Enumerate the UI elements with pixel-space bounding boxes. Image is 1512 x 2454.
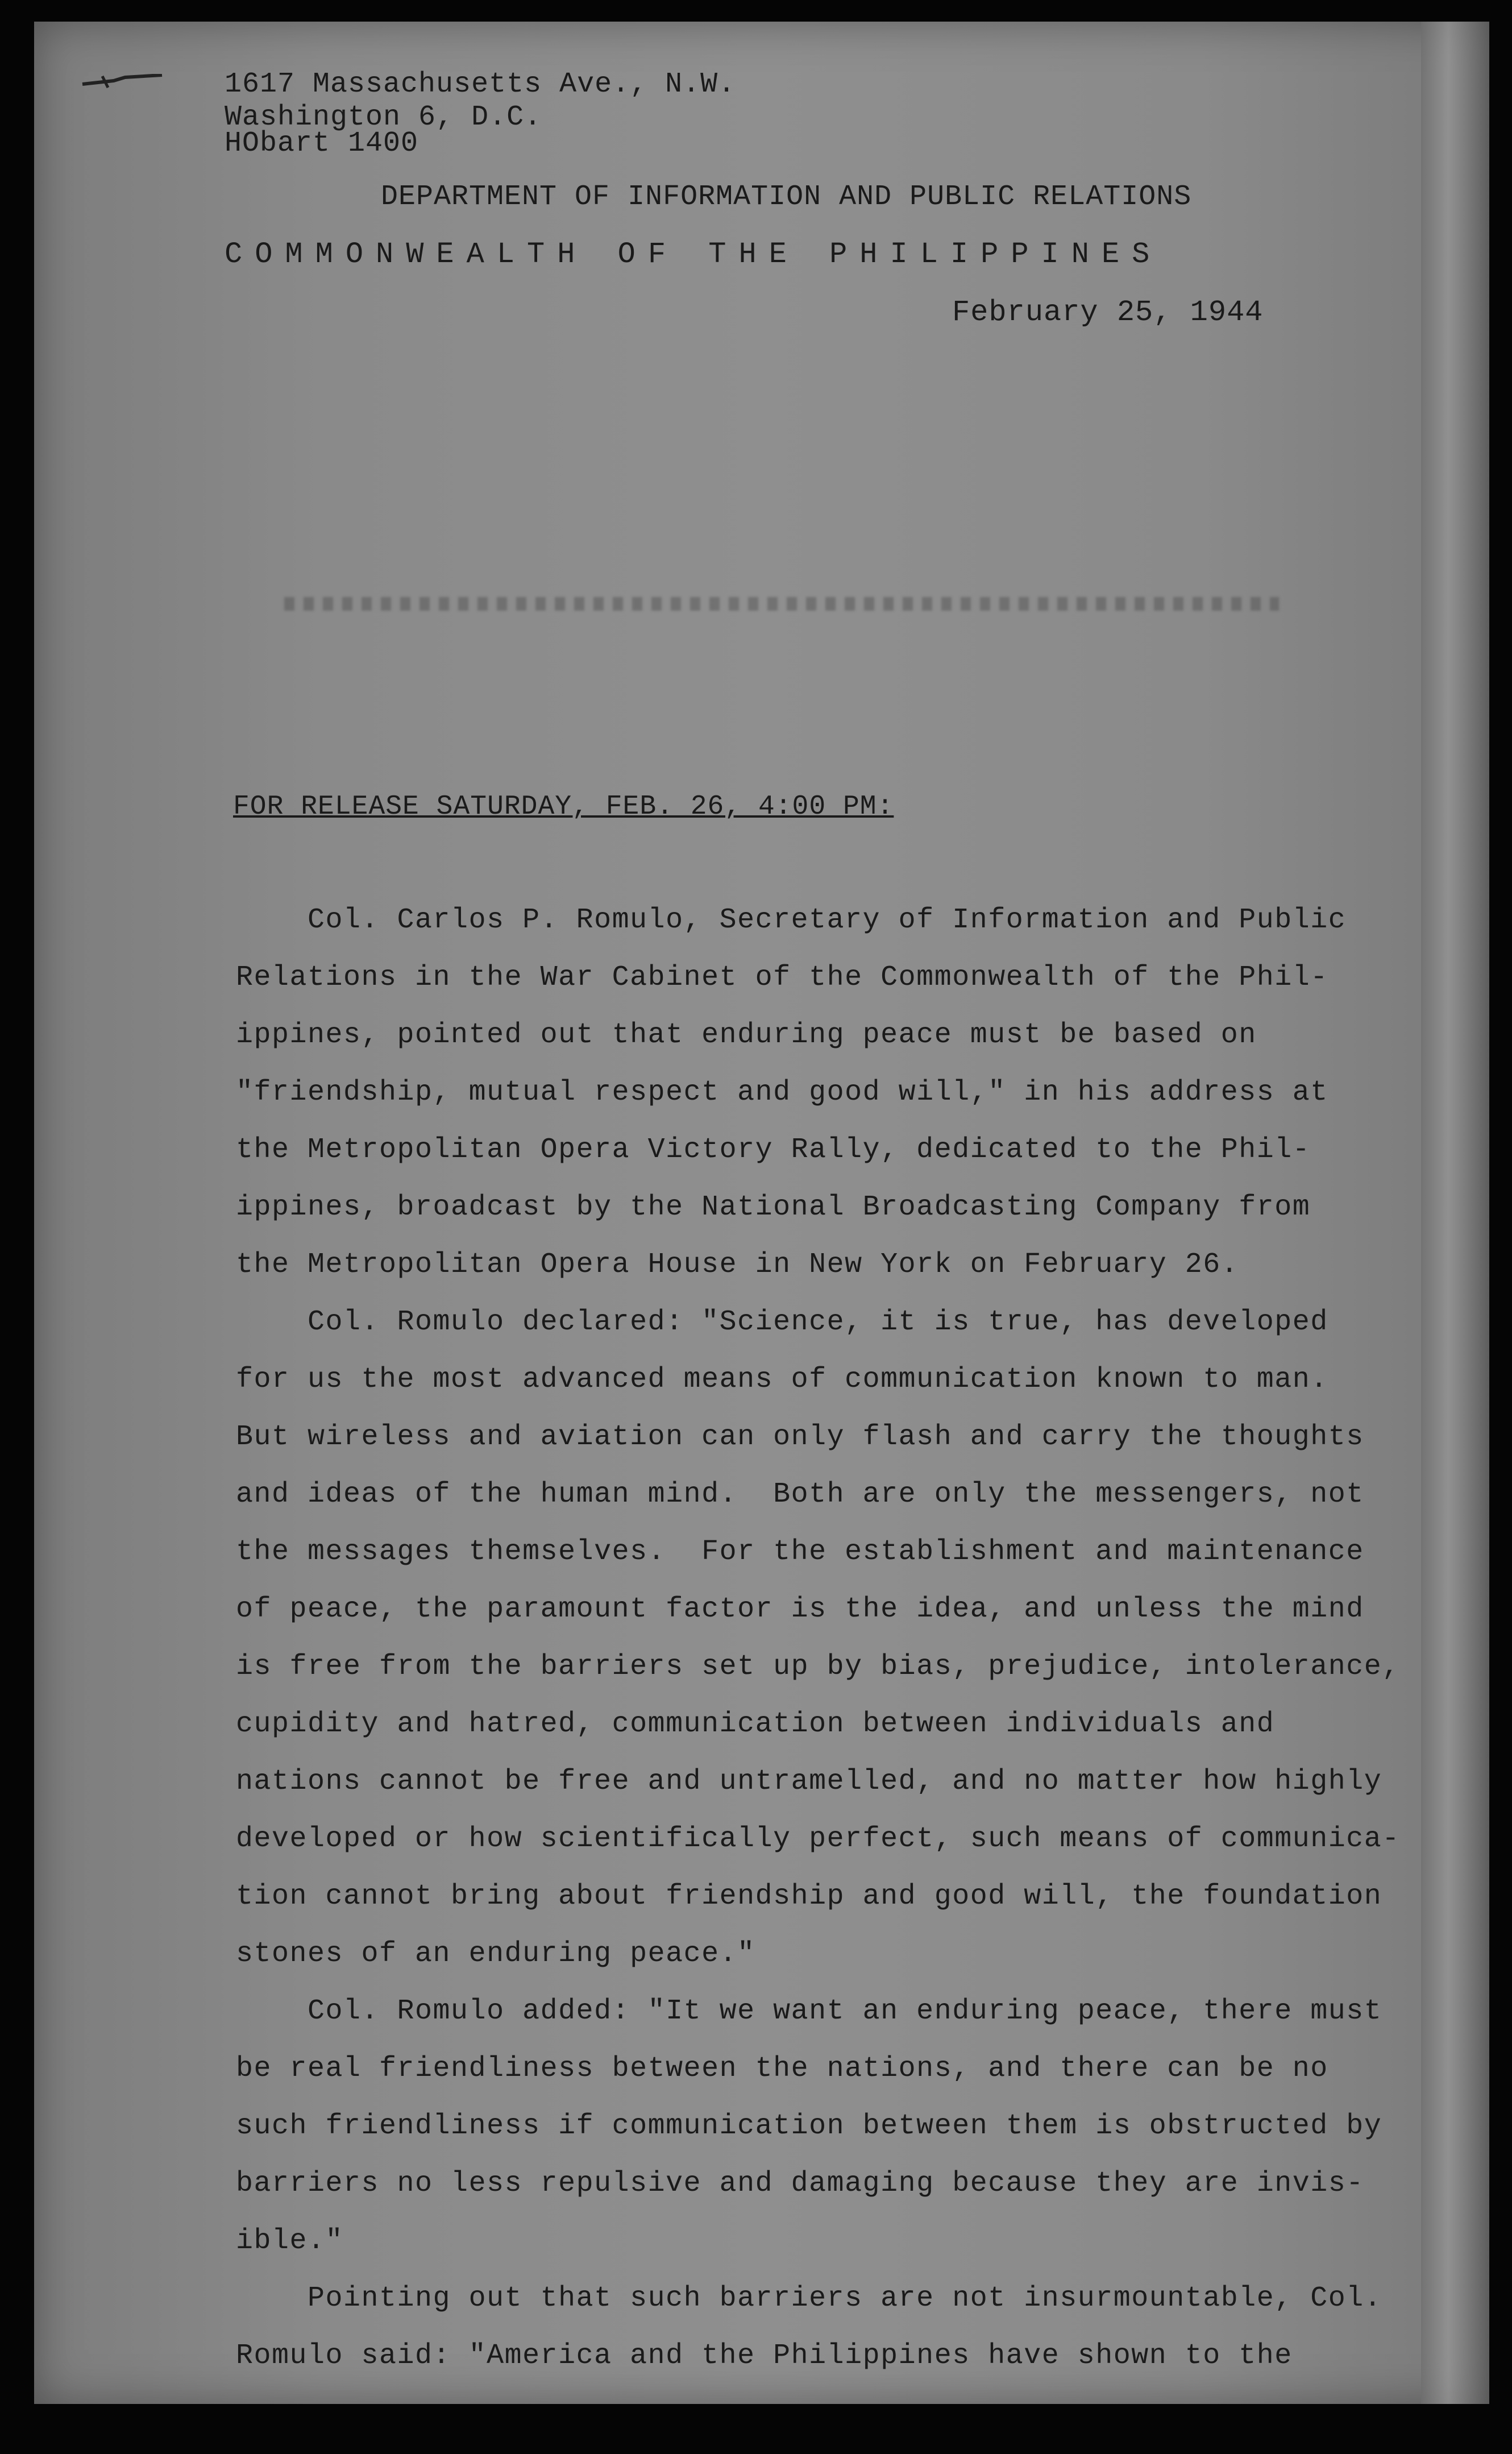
body-line: cupidity and hatred, communication between individuals and — [236, 1708, 1275, 1740]
release-line: FOR RELEASE SATURDAY, FEB. 26, 4:00 PM: — [233, 791, 894, 822]
body-line: be real friendliness between the nations, and there can be no — [236, 2053, 1328, 2085]
body-line: Pointing out that such barriers are not insurmountable, Col. — [236, 2282, 1382, 2315]
page-edge — [1421, 22, 1489, 2404]
body-line: developed or how scientifically perfect, such means of communica- — [236, 1823, 1400, 1855]
body-line: ippines, pointed out that enduring peace must be based on — [236, 1019, 1257, 1051]
address-line: 1617 Massachusetts Ave., N.W. — [225, 68, 736, 101]
body-line: Romulo said: "America and the Philippines have shown to the — [236, 2340, 1293, 2372]
body-line: the Metropolitan Opera House in New York on February 26. — [236, 1249, 1239, 1281]
ink-smudge — [284, 597, 1279, 611]
pin-mark-icon — [80, 74, 165, 90]
body-line: for us the most advanced means of communication known to man. — [236, 1363, 1328, 1396]
body-line: Col. Romulo added: "It we want an enduring peace, there must — [236, 1995, 1382, 2028]
body-line: ible." — [236, 2225, 344, 2257]
body-line: ippines, broadcast by the National Broadcasting Company from — [236, 1191, 1311, 1224]
department-heading: DEPARTMENT OF INFORMATION AND PUBLIC RELATIONS — [381, 181, 1192, 213]
body-line: Col. Romulo declared: "Science, it is true, has developed — [236, 1306, 1328, 1338]
document-date: February 25, 1944 — [952, 296, 1264, 329]
body-line: nations cannot be free and untramelled, and no matter how highly — [236, 1765, 1382, 1798]
body-line: the messages themselves. For the establishment and maintenance — [236, 1536, 1364, 1568]
body-line: But wireless and aviation can only flash and carry the thoughts — [236, 1421, 1364, 1453]
body-line: is free from the barriers set up by bias, prejudice, intolerance, — [236, 1651, 1400, 1683]
address-line: Washington 6, D.C. — [225, 101, 542, 134]
body-line: such friendliness if communication between them is obstructed by — [236, 2110, 1382, 2142]
commonwealth-heading: COMMONWEALTH OF THE PHILIPPINES — [225, 238, 1162, 271]
body-line: Relations in the War Cabinet of the Commonwealth of the Phil- — [236, 961, 1328, 994]
address-line: HObart 1400 — [225, 127, 419, 160]
body-line: stones of an enduring peace." — [236, 1938, 755, 1970]
body-line: the Metropolitan Opera Victory Rally, dedicated to the Phil- — [236, 1134, 1311, 1166]
body-line: of peace, the paramount factor is the idea, and unless the mind — [236, 1593, 1364, 1626]
body-line: barriers no less repulsive and damaging because they are invis- — [236, 2167, 1364, 2200]
body-line: and ideas of the human mind. Both are only the messengers, not — [236, 1478, 1364, 1511]
body-line: "friendship, mutual respect and good will," in his address at — [236, 1076, 1328, 1109]
body-line: tion cannot bring about friendship and good will, the foundation — [236, 1880, 1382, 1913]
body-line: Col. Carlos P. Romulo, Secretary of Information and Public — [236, 904, 1347, 936]
